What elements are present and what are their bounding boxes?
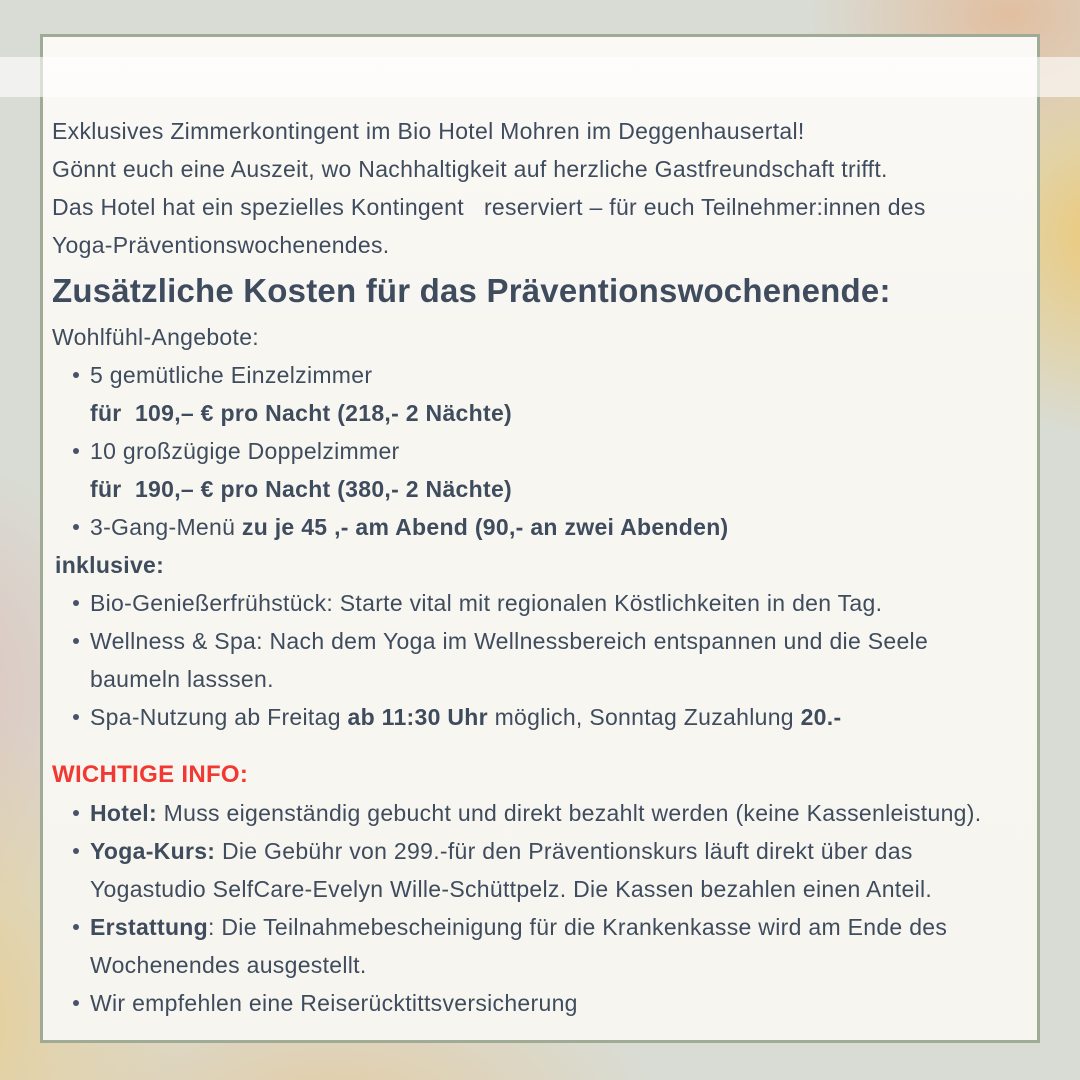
intro-paragraph [52,112,1009,264]
inclusive-list [52,584,1009,736]
important-line [90,908,1009,946]
page-title: Zusätzliche Kosten für das Präventionswochenende: [52,272,891,309]
list-item-double-rooms [52,432,1009,508]
inclusive-line [90,698,1009,736]
important-line [90,794,1009,832]
menu-label: 3-Gang-Menü [90,514,242,540]
inclusive-label: inklusive: [55,552,165,578]
offer-line [90,508,1009,546]
list-item-yoga-kurs [52,832,1009,908]
intro-line-1: Exklusives Zimmerkontingent im Bio Hotel Mohren im Deggenhausertal! [52,118,805,144]
offer-line: 5 gemütliche Einzelzimmer [90,362,373,388]
list-item-hotel [52,794,1009,832]
important-line [90,832,1009,870]
bullet-dot [73,638,79,644]
menu-price: zu je 45 ,- am Abend (90,- an zwei Abenden) [241,514,729,540]
hotel-label: Hotel: [90,800,157,826]
intro-line-3: Das Hotel hat ein spezielles Kontingent reserviert – für euch Teilnehmer:innen des [52,194,926,220]
offer-price-line: für 190,– € pro Nacht (380,- 2 Nächte) [90,476,513,502]
bullet-dot [73,924,79,930]
bullet-dot [73,848,79,854]
hotel-text: Muss eigenständig gebucht und direkt bezahlt werden (keine Kassenleistung). [156,800,982,826]
list-item-breakfast [52,584,1009,622]
list-item-single-rooms [52,356,1009,432]
bullet-dot [73,1000,79,1006]
bullet-dot [73,810,79,816]
spa-time: ab 11:30 Uhr [347,704,488,730]
list-item-menu [52,508,1009,546]
important-line-2: Wochenendes ausgestellt. [90,952,367,978]
inclusive-line: Wellness & Spa: Nach dem Yoga im Wellnessbereich entspannen und die Seele [90,628,929,654]
offers-list [52,356,1009,546]
bullet-dot [73,600,79,606]
important-line: Wir empfehlen eine Reiserücktittsversicherung [90,990,578,1016]
bullet-dot [73,372,79,378]
offer-line: 10 großzügige Doppelzimmer [90,438,400,464]
offer-price-line: für 109,– € pro Nacht (218,- 2 Nächte) [90,400,513,426]
spa-mid: möglich, Sonntag Zuzahlung [487,704,801,730]
subheading-wohlfuehl: Wohlfühl-Angebote: [52,324,259,350]
list-item-spa-usage [52,698,1009,736]
list-item-erstattung [52,908,1009,984]
bullet-dot [73,524,79,530]
important-info-heading: WICHTIGE INFO: [52,761,249,788]
erstattung-label: Erstattung [90,914,208,940]
important-line-2: Yogastudio SelfCare-Evelyn Wille-Schüttpelz. Die Kassen bezahlen einen Anteil. [90,876,933,902]
card-content [43,37,1037,1040]
intro-line-4: Yoga-Präventionswochenendes. [52,232,390,258]
important-list [52,794,1009,1022]
info-card [40,34,1040,1043]
inclusive-line-2: baumeln lasssen. [90,666,274,692]
inclusive-line: Bio-Genießerfrühstück: Starte vital mit regionalen Köstlichkeiten in den Tag. [90,590,883,616]
spa-pre: Spa-Nutzung ab Freitag [90,704,348,730]
yoga-kurs-text: Die Gebühr von 299.-für den Präventionskurs läuft direkt über das [215,838,913,864]
yoga-kurs-label: Yoga-Kurs: [90,838,216,864]
intro-line-2: Gönnt euch eine Auszeit, wo Nachhaltigkeit auf herzliche Gastfreundschaft trifft. [52,156,888,182]
list-item-wellness [52,622,1009,698]
list-item-insurance [52,984,1009,1022]
erstattung-text: : Die Teilnahmebescheinigung für die Krankenkasse wird am Ende des [208,914,948,940]
bullet-dot [73,448,79,454]
spa-surcharge: 20.- [800,704,842,730]
bullet-dot [73,714,79,720]
